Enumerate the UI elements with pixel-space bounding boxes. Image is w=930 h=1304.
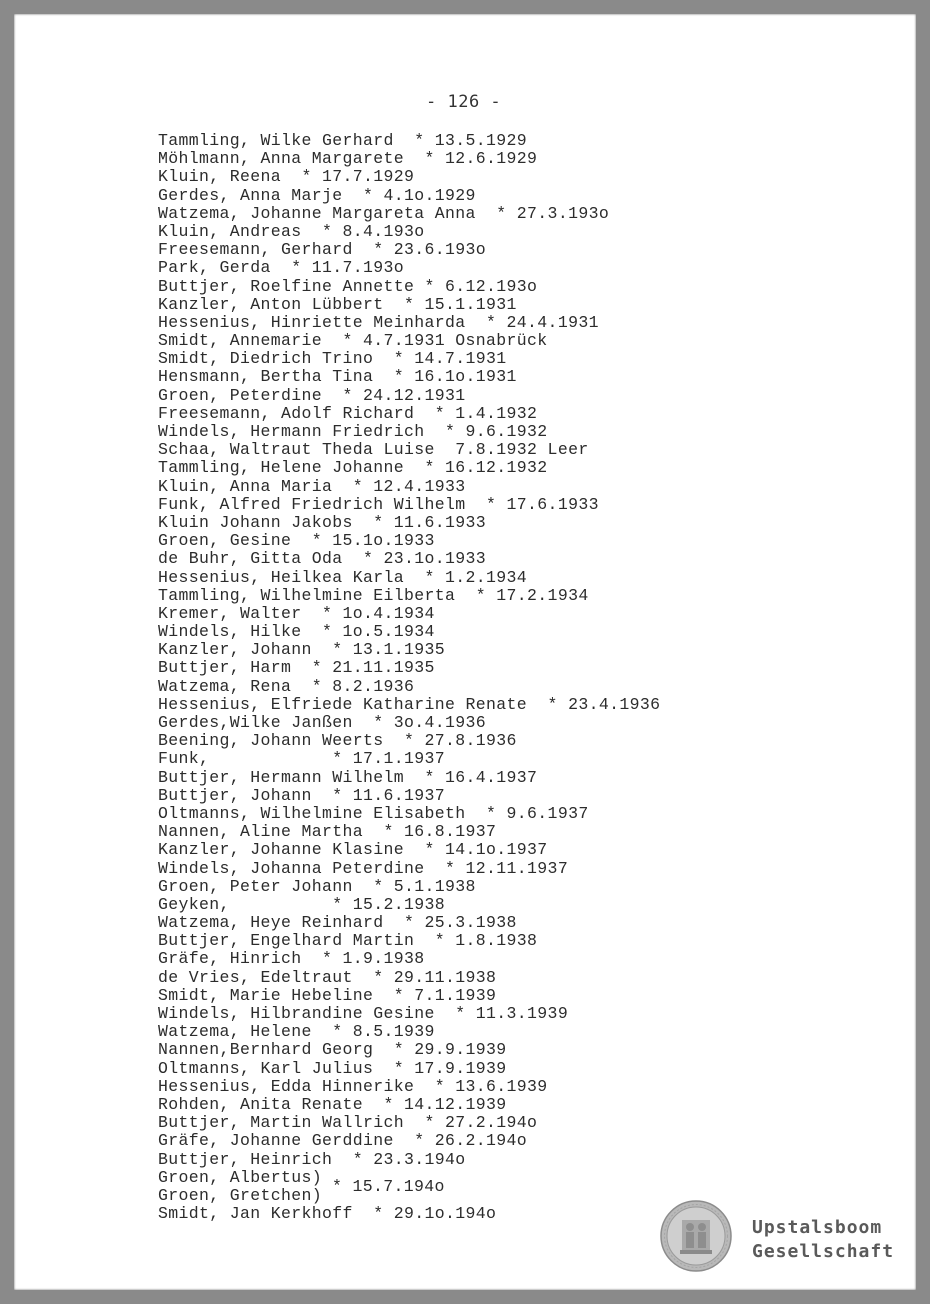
register-entry: Groen, Peterdine * 24.12.1931	[158, 385, 466, 405]
seal-icon	[660, 1200, 732, 1272]
register-entry: Funk, * 17.1.1937	[158, 749, 446, 769]
register-entry: Möhlmann, Anna Margarete * 12.6.1929	[158, 149, 538, 169]
register-entry: Buttjer, Engelhard Martin * 1.8.1938	[158, 931, 538, 951]
publisher-brand	[752, 1216, 894, 1264]
register-entry: Watzema, Rena * 8.2.1936	[158, 676, 415, 696]
register-entry: Kluin, Andreas * 8.4.193o	[158, 221, 425, 241]
register-entry: Gerdes,Wilke Janßen * 3o.4.1936	[158, 713, 487, 732]
register-entry: Kanzler, Johanne Klasine * 14.1o.1937	[158, 840, 548, 860]
register-entry: Tammling, Wilke Gerhard * 13.5.1929	[158, 131, 528, 150]
register-entry: Kanzler, Anton Lübbert * 15.1.1931	[158, 294, 517, 314]
page-number: - 126 -	[426, 92, 502, 112]
brand-line-1: Upstalsboom	[752, 1217, 883, 1238]
register-entry: Buttjer, Johann * 11.6.1937	[158, 785, 446, 805]
register-entry: Park, Gerda * 11.7.193o	[158, 258, 405, 278]
birth-register-list	[158, 132, 660, 1223]
register-entry: Kremer, Walter * 1o.4.1934	[158, 603, 435, 623]
register-entry: Kluin, Reena * 17.7.1929	[158, 167, 415, 187]
brand-line-2: Gesellschaft	[752, 1241, 895, 1262]
register-entry: Smidt, Diedrich Trino * 14.7.1931	[158, 349, 507, 369]
twin-name-2: Groen, Gretchen)	[158, 1185, 323, 1205]
register-entry: de Buhr, Gitta Oda * 23.1o.1933	[158, 549, 487, 569]
register-entry: Buttjer, Hermann Wilhelm * 16.4.1937	[158, 767, 538, 787]
register-entry: Buttjer, Martin Wallrich * 27.2.194o	[158, 1113, 538, 1133]
register-entry: Windels, Hilke * 1o.5.1934	[158, 622, 435, 642]
register-entry: Oltmanns, Wilhelmine Elisabeth * 9.6.1937	[158, 803, 589, 823]
register-entry: Tammling, Helene Johanne * 16.12.1932	[158, 458, 548, 478]
register-entry: Nannen,Bernhard Georg * 29.9.1939	[158, 1040, 507, 1060]
register-entry: de Vries, Edeltraut * 29.11.1938	[158, 967, 497, 987]
register-entry: Nannen, Aline Martha * 16.8.1937	[158, 822, 497, 842]
twin-entry-group	[158, 1169, 660, 1205]
register-entry: Funk, Alfred Friedrich Wilhelm * 17.6.1933	[158, 494, 599, 514]
register-entry: Freesemann, Adolf Richard * 1.4.1932	[158, 403, 538, 423]
document-page	[14, 14, 916, 1290]
register-entry: Watzema, Heye Reinhard * 25.3.1938	[158, 913, 517, 933]
register-entry: Kluin, Anna Maria * 12.4.1933	[158, 476, 466, 496]
twin-birth-date: * 15.7.194o	[332, 1176, 445, 1196]
register-entry: Buttjer, Heinrich * 23.3.194o	[158, 1149, 466, 1169]
register-entry: Windels, Johanna Peterdine * 12.11.1937	[158, 858, 569, 878]
register-entry: Watzema, Johanne Margareta Anna * 27.3.193o	[158, 203, 610, 223]
register-entry: Watzema, Helene * 8.5.1939	[158, 1022, 435, 1042]
register-entry: Hessenius, Heilkea Karla * 1.2.1934	[158, 567, 528, 587]
register-entry: Windels, Hilbrandine Gesine * 11.3.1939	[158, 1004, 569, 1023]
register-entry: Smidt, Annemarie * 4.7.1931 Osnabrück	[158, 331, 548, 351]
register-entry: Freesemann, Gerhard * 23.6.193o	[158, 240, 487, 260]
register-entry: Rohden, Anita Renate * 14.12.1939	[158, 1094, 507, 1114]
register-entry: Groen, Gesine * 15.1o.1933	[158, 531, 435, 551]
register-entry: Windels, Hermann Friedrich * 9.6.1932	[158, 422, 548, 441]
register-entry: Geyken, * 15.2.1938	[158, 894, 446, 914]
register-entry: Gräfe, Hinrich * 1.9.1938	[158, 949, 425, 969]
register-entry: Buttjer, Roelfine Annette * 6.12.193o	[158, 276, 538, 296]
register-entry: Oltmanns, Karl Julius * 17.9.1939	[158, 1058, 507, 1078]
register-entry: Hessenius, Edda Hinnerike * 13.6.1939	[158, 1076, 548, 1096]
register-entry: Groen, Peter Johann * 5.1.1938	[158, 876, 476, 896]
register-entry: Kanzler, Johann * 13.1.1935	[158, 640, 446, 660]
register-entry: Tammling, Wilhelmine Eilberta * 17.2.1934	[158, 585, 589, 605]
register-entry: Smidt, Marie Hebeline * 7.1.1939	[158, 985, 497, 1005]
register-entry: Schaa, Waltraut Theda Luise 7.8.1932 Leer	[158, 440, 589, 460]
register-entry: Hensmann, Bertha Tina * 16.1o.1931	[158, 367, 517, 387]
register-entry: Beening, Johann Weerts * 27.8.1936	[158, 731, 517, 751]
register-entry: Hessenius, Hinriette Meinharda * 24.4.1931	[158, 312, 599, 332]
register-entry: Gerdes, Anna Marje * 4.1o.1929	[158, 185, 476, 205]
register-entry: Buttjer, Harm * 21.11.1935	[158, 658, 435, 678]
register-entry: Smidt, Jan Kerkhoff * 29.1o.194o	[158, 1204, 497, 1224]
register-entry: Kluin Johann Jakobs * 11.6.1933	[158, 512, 487, 532]
register-entry: Gräfe, Johanne Gerddine * 26.2.194o	[158, 1131, 528, 1151]
register-entry: Hessenius, Elfriede Katharine Renate * 23.4.1936	[158, 694, 661, 714]
twin-name-1: Groen, Albertus)	[158, 1167, 323, 1187]
